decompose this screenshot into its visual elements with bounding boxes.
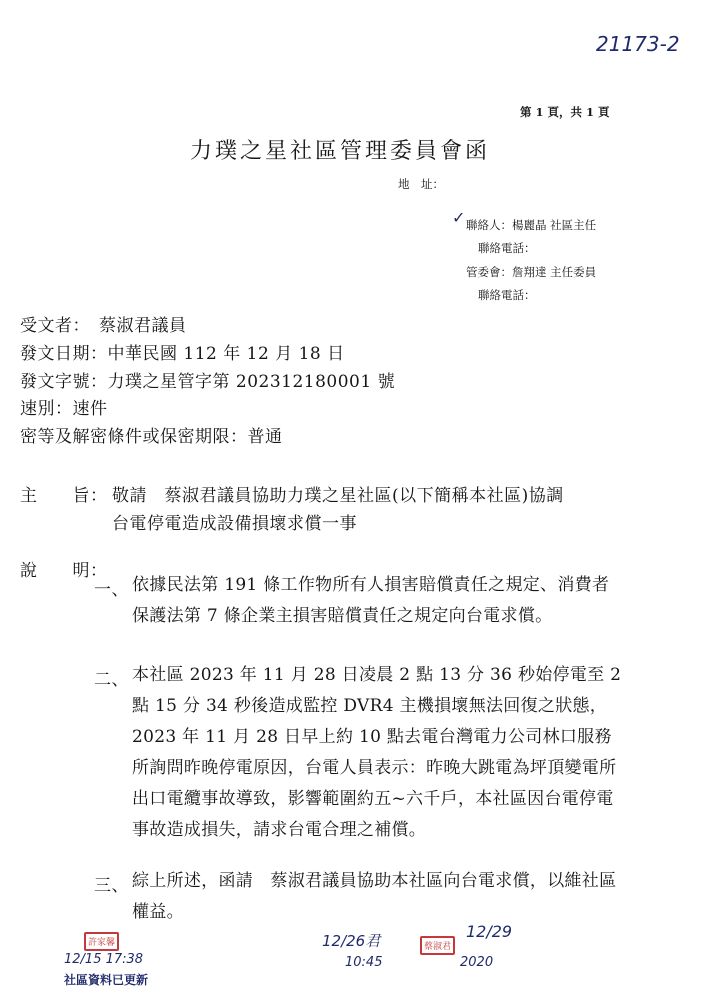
subject-line-1: 敬請 蔡淑君議員協助力璞之星社區(以下簡稱本社區)協調 — [112, 486, 564, 506]
approval-stamp-2: 蔡淑君 — [420, 936, 455, 955]
explanation-label: 說 明： — [20, 561, 108, 581]
issue-date-field: 發文日期：中華民國 112 年 12 月 18 日 — [20, 344, 345, 364]
contact-person: 聯絡人：楊麗晶 社區主任 — [466, 218, 597, 232]
item-3-text: 綜上所述，函請 蔡淑君議員協助本社區向台電求償，以維社區權益。 — [132, 871, 617, 922]
document-number-field: 發文字號：力璞之星管字第 202312180001 號 — [20, 372, 396, 392]
address-label: 地 址： — [398, 177, 444, 191]
handwritten-time-2: 10:45 — [345, 955, 383, 970]
committee-contact: 管委會：詹翔達 主任委員 — [466, 265, 597, 279]
updated-note: 社區資料已更新 — [64, 973, 149, 987]
contact-phone-1: 聯絡電話： — [478, 241, 536, 255]
subject-label: 主 旨： — [20, 486, 108, 506]
speed-field: 速別：速件 — [20, 399, 108, 419]
item-1-number: 一、 — [94, 580, 129, 600]
check-mark-icon: ✓ — [452, 208, 466, 227]
subject-line-2: 台電停電造成設備損壞求償一事 — [112, 514, 357, 534]
approval-stamp-1: 許家馨 — [84, 932, 119, 951]
handwritten-note-2: 12/26君 — [322, 932, 381, 950]
page-title: 力璞之星社區管理委員會函 — [190, 139, 491, 164]
item-2-number: 二、 — [94, 670, 129, 690]
handwritten-note-4: 12/29 — [466, 922, 513, 941]
handwritten-note-5: 2020 — [460, 955, 494, 970]
item-2-text: 本社區 2023 年 11 月 28 日凌晨 2 點 13 分 36 秒始停電至 2 點 15 分 34 秒後造成監控 DVR4 主機損壞無法回復之狀態，2023 年 11 月 28 日早上約 10 點去電台灣電力公司林口服務所詢問昨晚停電原因，台電人員表示：昨晚大跳電為坪頂變電所出口電纜事故導致，影響範圍約五~六千戶，本社區因台電停電事故造成損失，請求台電合理之補償。 — [132, 665, 622, 840]
item-3-number: 三、 — [94, 876, 129, 896]
recipient-field: 受文者： 蔡淑君議員 — [20, 316, 187, 336]
page-info: 第 1 頁，共 1 頁 — [520, 105, 610, 119]
secrecy-field: 密等及解密條件或保密期限：普通 — [20, 427, 283, 447]
handwritten-date-1: 12/15 17:38 — [64, 952, 144, 967]
item-1-text: 依據民法第 191 條工作物所有人損害賠償責任之規定、消費者保護法第 7 條企業主損害賠償責任之規定向台電求償。 — [132, 575, 610, 626]
handwritten-top-number: 21173-2 — [596, 32, 680, 56]
contact-phone-2: 聯絡電話： — [478, 288, 536, 302]
